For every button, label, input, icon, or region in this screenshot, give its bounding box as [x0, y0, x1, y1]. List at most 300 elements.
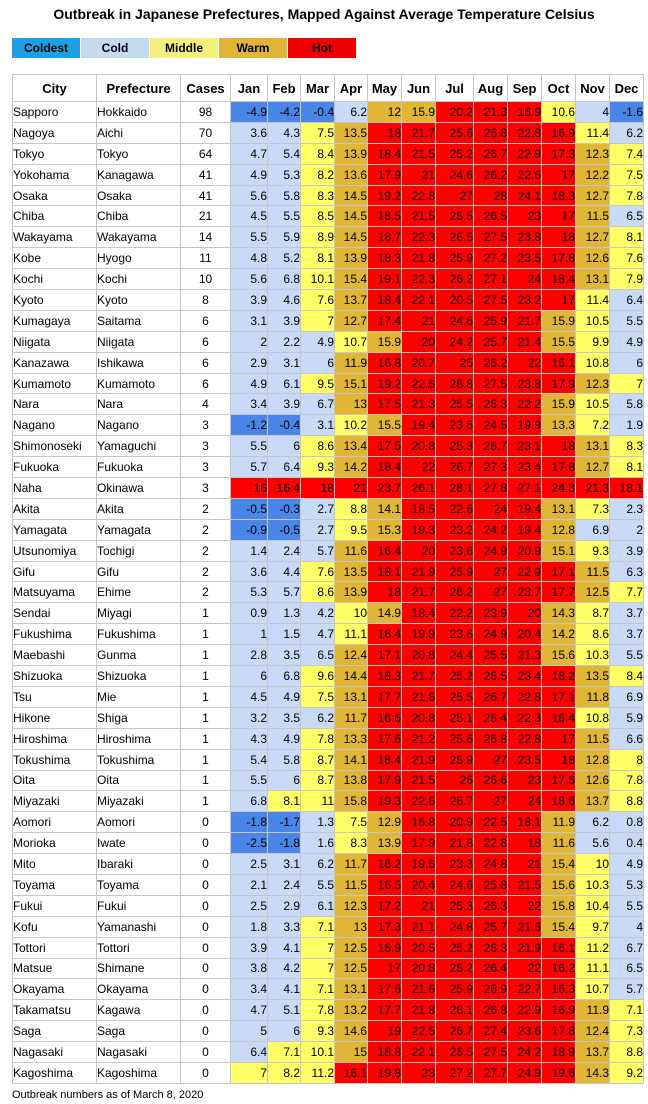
cases-cell: 98 — [181, 102, 231, 123]
temp-cell-mar: 5.5 — [301, 874, 335, 895]
temp-cell-feb: 4.4 — [268, 561, 301, 582]
city-cell: Sendai — [13, 603, 97, 624]
temp-cell-sep: 23 — [508, 770, 542, 791]
temp-cell-oct: 12.8 — [542, 519, 576, 540]
temp-cell-aug: 27 — [474, 791, 508, 812]
temp-cell-mar: 7 — [301, 958, 335, 979]
temp-cell-jun: 20 — [402, 540, 436, 561]
city-cell: Hiroshima — [13, 728, 97, 749]
temp-cell-dec: 8.4 — [610, 666, 644, 687]
temp-cell-jan: 3.6 — [231, 122, 268, 143]
table-row — [13, 686, 644, 707]
temp-cell-aug: 25.8 — [474, 874, 508, 895]
city-cell: Kobe — [13, 248, 97, 269]
temp-cell-apr: 15.8 — [335, 791, 368, 812]
temp-cell-jun: 22.8 — [402, 185, 436, 206]
temp-cell-nov: 11.5 — [576, 728, 610, 749]
temp-cell-aug: 26.7 — [474, 436, 508, 457]
table-row — [13, 979, 644, 1000]
temp-cell-aug: 27.5 — [474, 290, 508, 311]
temp-cell-feb: 2.9 — [268, 895, 301, 916]
temp-cell-sep: 21.7 — [508, 310, 542, 331]
column-header-oct: Oct — [542, 75, 576, 102]
temp-cell-feb: 4.6 — [268, 290, 301, 311]
temp-cell-feb: -0.5 — [268, 519, 301, 540]
temp-cell-mar: 7.1 — [301, 979, 335, 1000]
temp-cell-aug: 22.8 — [474, 833, 508, 854]
table-row — [13, 102, 644, 123]
temp-cell-nov: 13.1 — [576, 269, 610, 290]
temp-cell-sep: 23.4 — [508, 457, 542, 478]
city-cell: Nagoya — [13, 122, 97, 143]
temp-cell-jan: 6 — [231, 666, 268, 687]
prefecture-cell: Ehime — [97, 582, 181, 603]
temp-cell-jan: 2.8 — [231, 645, 268, 666]
temp-cell-mar: 2.7 — [301, 519, 335, 540]
temp-cell-jul: 25.9 — [436, 979, 474, 1000]
temp-cell-apr: 13.5 — [335, 122, 368, 143]
temp-cell-sep: 24.1 — [508, 185, 542, 206]
cases-cell: 41 — [181, 185, 231, 206]
temp-cell-may: 16.6 — [368, 707, 402, 728]
temp-cell-apr: 10.2 — [335, 415, 368, 436]
column-header-cases: Cases — [181, 75, 231, 102]
temp-cell-may: 16.4 — [368, 540, 402, 561]
header-row — [13, 75, 644, 102]
table-row — [13, 1062, 644, 1083]
temp-cell-nov: 11.5 — [576, 206, 610, 227]
temp-cell-oct: 13.1 — [542, 498, 576, 519]
temp-cell-dec: 6.2 — [610, 122, 644, 143]
column-header-jan: Jan — [231, 75, 268, 102]
table-row — [13, 624, 644, 645]
prefecture-cell: Ibaraki — [97, 854, 181, 875]
temp-cell-nov: 10.8 — [576, 707, 610, 728]
cases-cell: 3 — [181, 415, 231, 436]
temp-cell-jun: 22.1 — [402, 290, 436, 311]
city-cell: Utsunomiya — [13, 540, 97, 561]
temp-cell-mar: 7.1 — [301, 916, 335, 937]
temp-cell-sep: 22.8 — [508, 122, 542, 143]
temp-cell-dec: 3.7 — [610, 603, 644, 624]
city-cell: Kofu — [13, 916, 97, 937]
cases-cell: 1 — [181, 603, 231, 624]
prefecture-cell: Fukuoka — [97, 457, 181, 478]
temp-cell-sep: 22.9 — [508, 561, 542, 582]
temp-cell-dec: 8.8 — [610, 1042, 644, 1063]
temp-cell-oct: 17.8 — [542, 248, 576, 269]
city-cell: Nara — [13, 394, 97, 415]
temp-cell-dec: 5.3 — [610, 874, 644, 895]
cases-cell: 11 — [181, 248, 231, 269]
temp-cell-jul: 26.5 — [436, 227, 474, 248]
temp-cell-apr: 12.5 — [335, 958, 368, 979]
temp-cell-jun: 21 — [402, 895, 436, 916]
temp-cell-oct: 17 — [542, 206, 576, 227]
temp-cell-jan: 2.5 — [231, 854, 268, 875]
temp-cell-jun: 21.7 — [402, 666, 436, 687]
temp-cell-oct: 10.6 — [542, 102, 576, 123]
temp-cell-apr: 13.9 — [335, 248, 368, 269]
temp-cell-feb: -1.7 — [268, 812, 301, 833]
table-row — [13, 645, 644, 666]
prefecture-cell: Niigata — [97, 331, 181, 352]
legend-warm: Warm — [219, 38, 287, 58]
temp-cell-nov: 4 — [576, 102, 610, 123]
cases-cell: 2 — [181, 498, 231, 519]
city-cell: Gifu — [13, 561, 97, 582]
temp-cell-jun: 18.4 — [402, 603, 436, 624]
cases-cell: 1 — [181, 749, 231, 770]
temp-cell-jun: 20 — [402, 331, 436, 352]
temp-cell-aug: 27.2 — [474, 248, 508, 269]
temp-cell-jun: 22.5 — [402, 1021, 436, 1042]
temp-cell-jun: 22.3 — [402, 227, 436, 248]
temp-cell-dec: 9.2 — [610, 1062, 644, 1083]
temp-cell-oct: 18.3 — [542, 185, 576, 206]
temp-cell-jul: 23.6 — [436, 540, 474, 561]
temp-cell-jan: -2.5 — [231, 833, 268, 854]
cases-cell: 70 — [181, 122, 231, 143]
temp-cell-may: 18.4 — [368, 457, 402, 478]
temp-cell-feb: 6.1 — [268, 373, 301, 394]
city-cell: Tokyo — [13, 143, 97, 164]
temp-cell-aug: 26.3 — [474, 895, 508, 916]
temp-cell-sep: 19.9 — [508, 415, 542, 436]
table-row — [13, 269, 644, 290]
temp-cell-jul: 27 — [436, 185, 474, 206]
temp-cell-sep: 22.9 — [508, 143, 542, 164]
temp-cell-nov: 12.7 — [576, 457, 610, 478]
temp-cell-jan: -1.2 — [231, 415, 268, 436]
temp-cell-jul: 28.1 — [436, 478, 474, 499]
temp-cell-jun: 19.6 — [402, 854, 436, 875]
temp-cell-jun: 22 — [402, 457, 436, 478]
temp-cell-jun: 19.9 — [402, 624, 436, 645]
table-row — [13, 958, 644, 979]
temp-cell-oct: 24.3 — [542, 478, 576, 499]
temp-cell-nov: 12.6 — [576, 770, 610, 791]
cases-cell: 0 — [181, 895, 231, 916]
temp-cell-jul: 23.3 — [436, 854, 474, 875]
temp-cell-nov: 13.1 — [576, 436, 610, 457]
city-cell: Toyama — [13, 874, 97, 895]
temp-cell-jun: 17.9 — [402, 833, 436, 854]
table-row — [13, 1000, 644, 1021]
temp-cell-aug: 26.3 — [474, 937, 508, 958]
temp-cell-oct: 14.2 — [542, 624, 576, 645]
temp-cell-apr: 14.6 — [335, 1021, 368, 1042]
temp-cell-aug: 26.3 — [474, 394, 508, 415]
prefecture-cell: Tokushima — [97, 749, 181, 770]
temp-cell-sep: 22.8 — [508, 728, 542, 749]
temp-cell-nov: 9.9 — [576, 331, 610, 352]
cases-cell: 0 — [181, 979, 231, 1000]
temp-cell-aug: 27.5 — [474, 373, 508, 394]
temp-cell-sep: 22.9 — [508, 1000, 542, 1021]
temp-cell-may: 23.7 — [368, 478, 402, 499]
prefecture-cell: Mie — [97, 686, 181, 707]
temp-cell-oct: 17 — [542, 290, 576, 311]
temp-cell-jan: 5.5 — [231, 227, 268, 248]
temp-cell-aug: 26.8 — [474, 728, 508, 749]
temp-cell-jul: 26.2 — [436, 582, 474, 603]
temp-cell-aug: 25.5 — [474, 645, 508, 666]
temp-cell-apr: 13.5 — [335, 561, 368, 582]
temp-cell-oct: 17.3 — [542, 143, 576, 164]
temp-cell-nov: 7.3 — [576, 498, 610, 519]
temp-cell-aug: 27 — [474, 561, 508, 582]
cases-cell: 6 — [181, 331, 231, 352]
city-cell: Chiba — [13, 206, 97, 227]
temp-cell-aug: 26.8 — [474, 122, 508, 143]
temp-cell-nov: 10.4 — [576, 895, 610, 916]
temp-cell-feb: 4.9 — [268, 686, 301, 707]
temp-cell-dec: 8 — [610, 749, 644, 770]
prefecture-cell: Yamanashi — [97, 916, 181, 937]
city-cell: Fukuoka — [13, 457, 97, 478]
temp-cell-apr: 12.3 — [335, 895, 368, 916]
temp-cell-nov: 9.7 — [576, 916, 610, 937]
table-row — [13, 394, 644, 415]
temp-cell-sep: 22.7 — [508, 979, 542, 1000]
temp-cell-sep: 21.4 — [508, 331, 542, 352]
temp-cell-dec: 4 — [610, 916, 644, 937]
temp-cell-oct: 16.2 — [542, 958, 576, 979]
temp-cell-dec: 7.8 — [610, 770, 644, 791]
temp-cell-apr: 7.5 — [335, 812, 368, 833]
temp-cell-jun: 21.9 — [402, 749, 436, 770]
temp-cell-jan: 2.1 — [231, 874, 268, 895]
temp-cell-sep: 21.3 — [508, 645, 542, 666]
temp-cell-may: 18.3 — [368, 666, 402, 687]
temp-cell-jan: 5 — [231, 1021, 268, 1042]
temp-cell-mar: 7.6 — [301, 290, 335, 311]
temp-cell-sep: 18 — [508, 833, 542, 854]
temp-cell-mar: 7.8 — [301, 1000, 335, 1021]
temp-cell-dec: 6 — [610, 352, 644, 373]
table-row — [13, 561, 644, 582]
temp-cell-jan: 16 — [231, 478, 268, 499]
temp-cell-sep: 23.8 — [508, 373, 542, 394]
temp-cell-may: 18 — [368, 582, 402, 603]
prefecture-cell: Ishikawa — [97, 352, 181, 373]
temp-cell-nov: 11.1 — [576, 958, 610, 979]
temp-cell-dec: 5.9 — [610, 707, 644, 728]
temp-cell-jun: 21.5 — [402, 770, 436, 791]
city-cell: Morioka — [13, 833, 97, 854]
temp-cell-nov: 6.2 — [576, 812, 610, 833]
temp-cell-feb: -1.8 — [268, 833, 301, 854]
table-row — [13, 540, 644, 561]
temp-cell-jan: 5.4 — [231, 749, 268, 770]
temp-cell-aug: 26.5 — [474, 666, 508, 687]
temp-cell-dec: 5.5 — [610, 645, 644, 666]
temp-cell-jul: 26.5 — [436, 1042, 474, 1063]
temp-cell-nov: 12.3 — [576, 373, 610, 394]
temp-cell-oct: 14.3 — [542, 603, 576, 624]
temp-cell-mar: 8.7 — [301, 749, 335, 770]
temp-cell-nov: 7.2 — [576, 415, 610, 436]
temp-cell-apr: 13.1 — [335, 686, 368, 707]
prefecture-cell: Osaka — [97, 185, 181, 206]
city-cell: Okayama — [13, 979, 97, 1000]
temp-cell-jul: 25.9 — [436, 561, 474, 582]
table-row — [13, 791, 644, 812]
temp-cell-apr: 13.3 — [335, 728, 368, 749]
temp-cell-jan: 3.1 — [231, 310, 268, 331]
temp-cell-feb: 5.7 — [268, 582, 301, 603]
temp-cell-aug: 26.6 — [474, 770, 508, 791]
table-row — [13, 352, 644, 373]
temp-cell-apr: 13.9 — [335, 143, 368, 164]
temp-cell-oct: 15.4 — [542, 854, 576, 875]
temp-cell-sep: 27.1 — [508, 478, 542, 499]
temp-cell-oct: 17.8 — [542, 457, 576, 478]
temp-cell-dec: 6.3 — [610, 561, 644, 582]
temp-cell-may: 12.9 — [368, 812, 402, 833]
cases-cell: 0 — [181, 812, 231, 833]
chart-title: Outbreak in Japanese Prefectures, Mapped Against Average Temperature Celsius — [53, 6, 595, 22]
temp-cell-jan: 4.5 — [231, 206, 268, 227]
temp-cell-jan: 3.6 — [231, 561, 268, 582]
temp-cell-apr: 14.1 — [335, 749, 368, 770]
cases-cell: 0 — [181, 916, 231, 937]
prefecture-cell: Tokyo — [97, 143, 181, 164]
cases-cell: 1 — [181, 728, 231, 749]
temp-cell-may: 15.9 — [368, 331, 402, 352]
temp-cell-may: 17.6 — [368, 979, 402, 1000]
cases-cell: 0 — [181, 1000, 231, 1021]
temp-cell-jul: 25 — [436, 352, 474, 373]
city-cell: Akita — [13, 498, 97, 519]
temp-cell-jul: 24.8 — [436, 916, 474, 937]
temp-cell-nov: 11.2 — [576, 937, 610, 958]
temp-cell-feb: 5.5 — [268, 206, 301, 227]
cases-cell: 2 — [181, 582, 231, 603]
temp-cell-apr: 15.4 — [335, 269, 368, 290]
temp-cell-aug: 24.9 — [474, 624, 508, 645]
prefecture-cell: Kagawa — [97, 1000, 181, 1021]
temp-cell-jul: 25.3 — [436, 895, 474, 916]
temp-cell-dec: 7.4 — [610, 143, 644, 164]
prefecture-cell: Chiba — [97, 206, 181, 227]
temp-cell-jul: 20.9 — [436, 812, 474, 833]
cases-cell: 0 — [181, 937, 231, 958]
temp-cell-jan: 5.5 — [231, 436, 268, 457]
temp-cell-may: 19.2 — [368, 373, 402, 394]
temp-cell-apr: 10.7 — [335, 331, 368, 352]
table-row — [13, 415, 644, 436]
cases-cell: 64 — [181, 143, 231, 164]
city-cell: Aomori — [13, 812, 97, 833]
temp-cell-nov: 9.3 — [576, 540, 610, 561]
temp-cell-mar: 9.3 — [301, 457, 335, 478]
temp-cell-may: 19 — [368, 1021, 402, 1042]
temp-cell-mar: 4.2 — [301, 603, 335, 624]
temp-cell-jan: 1.8 — [231, 916, 268, 937]
temp-cell-jun: 20.8 — [402, 436, 436, 457]
temp-cell-oct: 15.9 — [542, 310, 576, 331]
temp-cell-sep: 24 — [508, 791, 542, 812]
table-row — [13, 707, 644, 728]
prefecture-cell: Kochi — [97, 269, 181, 290]
prefecture-cell: Nagano — [97, 415, 181, 436]
temp-cell-apr: 14.5 — [335, 227, 368, 248]
temp-cell-jun: 22.6 — [402, 373, 436, 394]
temp-cell-jul: 25.9 — [436, 248, 474, 269]
temp-cell-dec: 7.5 — [610, 164, 644, 185]
cases-cell: 3 — [181, 478, 231, 499]
temp-cell-aug: 26.4 — [474, 958, 508, 979]
cases-cell: 6 — [181, 310, 231, 331]
temp-cell-aug: 26.8 — [474, 1000, 508, 1021]
temp-cell-jan: 5.3 — [231, 582, 268, 603]
temp-cell-dec: 3.9 — [610, 540, 644, 561]
temp-cell-may: 18.4 — [368, 143, 402, 164]
temp-cell-jun: 20.5 — [402, 937, 436, 958]
table-row — [13, 185, 644, 206]
city-cell: Saga — [13, 1021, 97, 1042]
temp-cell-may: 17.7 — [368, 1000, 402, 1021]
temp-cell-jan: 2 — [231, 331, 268, 352]
temp-cell-jul: 25.5 — [436, 394, 474, 415]
temp-cell-sep: 21.5 — [508, 874, 542, 895]
temp-cell-mar: 7.5 — [301, 122, 335, 143]
temp-cell-sep: 23 — [508, 206, 542, 227]
temp-cell-jun: 22.3 — [402, 269, 436, 290]
table-row — [13, 436, 644, 457]
cases-cell: 2 — [181, 519, 231, 540]
temp-cell-jan: -4.9 — [231, 102, 268, 123]
table-row — [13, 770, 644, 791]
prefecture-cell: Okinawa — [97, 478, 181, 499]
temp-cell-oct: 17 — [542, 164, 576, 185]
temp-cell-jul: 25.5 — [436, 686, 474, 707]
temp-cell-oct: 16.3 — [542, 979, 576, 1000]
column-header-apr: Apr — [335, 75, 368, 102]
temp-cell-feb: 5.4 — [268, 143, 301, 164]
cases-cell: 6 — [181, 373, 231, 394]
temp-cell-jun: 19.3 — [402, 519, 436, 540]
temp-cell-jan: -1.8 — [231, 812, 268, 833]
temp-cell-feb: 6.4 — [268, 457, 301, 478]
prefecture-cell: Tochigi — [97, 540, 181, 561]
temp-cell-jun: 21.3 — [402, 394, 436, 415]
temp-cell-jun: 23 — [402, 1062, 436, 1083]
temp-cell-feb: 3.9 — [268, 310, 301, 331]
temp-cell-nov: 10.3 — [576, 645, 610, 666]
temp-cell-mar: 8.3 — [301, 185, 335, 206]
temp-cell-may: 14.9 — [368, 603, 402, 624]
column-header-prefecture: Prefecture — [97, 75, 181, 102]
table-row — [13, 478, 644, 499]
temp-cell-sep: 22.2 — [508, 394, 542, 415]
temp-cell-aug: 26.7 — [474, 143, 508, 164]
column-header-sep: Sep — [508, 75, 542, 102]
temp-cell-mar: 9.5 — [301, 373, 335, 394]
temp-cell-dec: 7.1 — [610, 1000, 644, 1021]
prefecture-cell: Hyogo — [97, 248, 181, 269]
temp-cell-jul: 23.6 — [436, 415, 474, 436]
city-cell: Maebashi — [13, 645, 97, 666]
legend-cold: Cold — [81, 38, 149, 58]
temp-cell-jul: 23.6 — [436, 624, 474, 645]
temp-cell-feb: 6.8 — [268, 269, 301, 290]
temp-cell-jun: 21.5 — [402, 206, 436, 227]
temp-cell-sep: 22.8 — [508, 686, 542, 707]
temp-cell-oct: 16.1 — [542, 937, 576, 958]
